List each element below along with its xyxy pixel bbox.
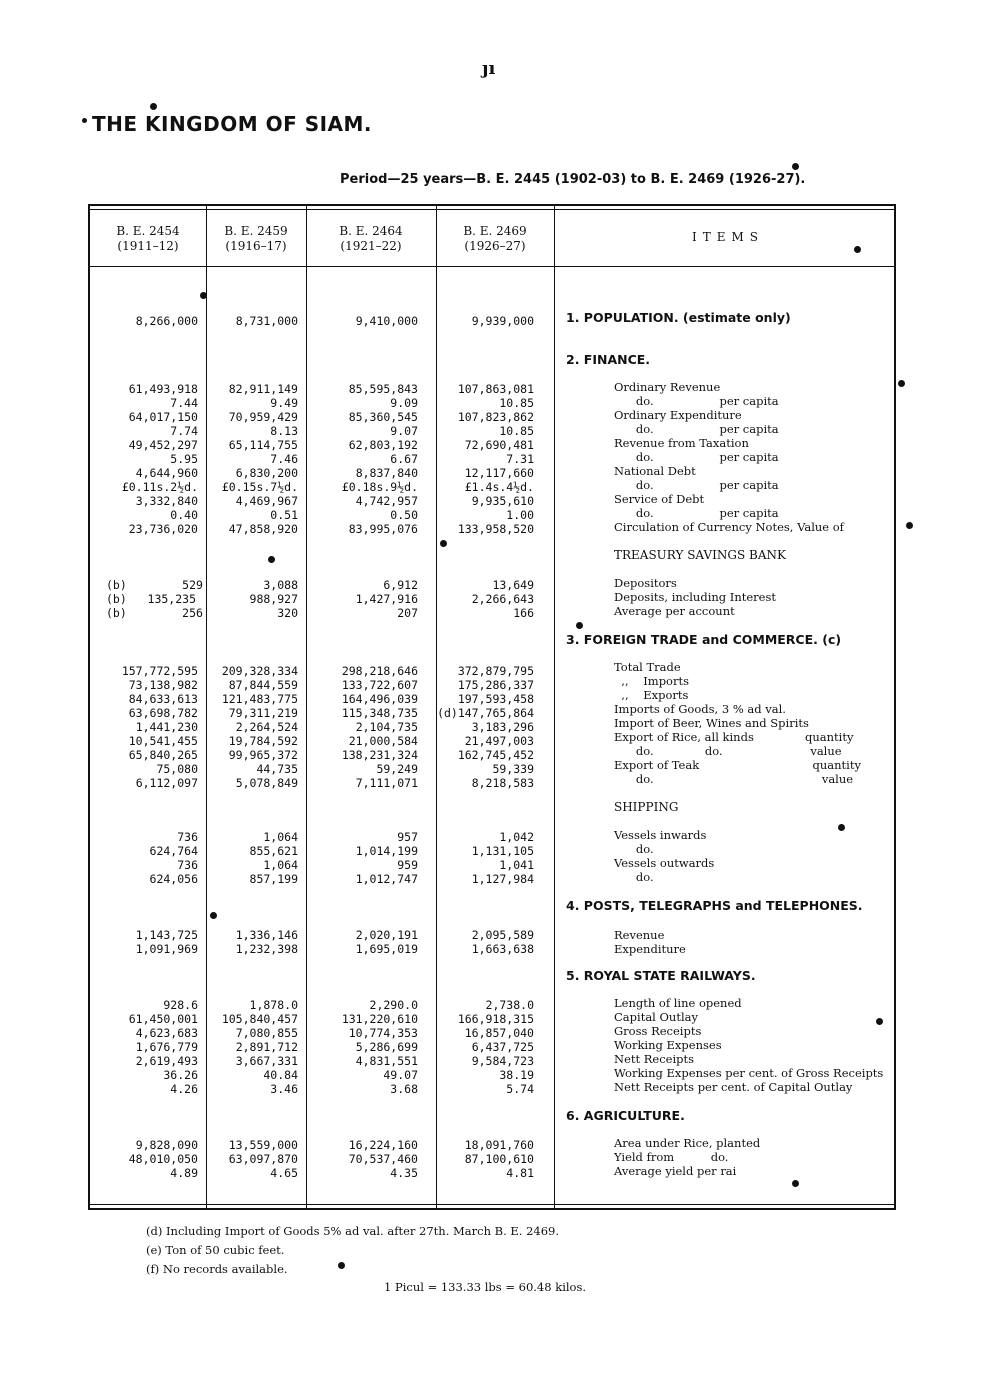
subsection-shipping: SHIPPING xyxy=(614,800,679,814)
header-years: (1911–12) xyxy=(117,239,179,253)
trade-col-1: 157,772,595 73,138,982 84,633,613 63,698,782 1,441,230 10,541,455 65,840,265 75,080 6,112,097 xyxy=(121,664,198,790)
footnote-picul: 1 Picul = 133.33 lbs = 60.48 kilos. xyxy=(384,1280,587,1294)
section-population: 1. POPULATION. (estimate only) xyxy=(566,310,791,325)
header-col-1 xyxy=(90,224,206,254)
section-finance: 2. FINANCE. xyxy=(566,352,651,367)
railways-col-1: 928.6 61,450,001 4,623,683 1,676,779 2,619,493 36.26 4.26 xyxy=(128,998,198,1096)
population-col-4: 9,939,000 xyxy=(471,314,534,328)
header-years: (1926–27) xyxy=(464,239,526,253)
subsection-treasury: TREASURY SAVINGS BANK xyxy=(614,548,786,562)
statistics-table xyxy=(88,204,896,1210)
shipping-col-4: 1,042 1,131,105 1,041 1,127,984 xyxy=(471,830,534,886)
header-be: B. E. 2469 xyxy=(463,224,527,238)
speckle xyxy=(210,912,217,919)
shipping-col-3: 957 1,014,199 959 1,012,747 xyxy=(355,830,418,886)
items-header: ITEMS xyxy=(692,230,765,244)
header-be: B. E. 2464 xyxy=(339,224,403,238)
header-rule xyxy=(90,266,894,267)
speckle xyxy=(576,622,583,629)
speckle xyxy=(200,292,207,299)
speckle xyxy=(838,824,845,831)
table-top-rule xyxy=(90,209,894,210)
population-col-3: 9,410,000 xyxy=(355,314,418,328)
header-years: (1916–17) xyxy=(225,239,287,253)
shipping-labels: Vessels inwards do. Vessels outwards do. xyxy=(614,828,715,884)
finance-col-1: 61,493,918 7.44 64,017,150 7.74 49,452,297 5.95 4,644,960 £0.11s.2½d. 3,332,840 0.40 23,736,020 xyxy=(121,382,198,536)
speckle xyxy=(854,246,861,253)
agriculture-col-3: 16,224,160 70,537,460 4.35 xyxy=(348,1138,418,1180)
agriculture-col-4: 18,091,760 87,100,610 4.81 xyxy=(464,1138,534,1180)
posts-col-2: 1,336,146 1,232,398 xyxy=(235,928,298,956)
speckle xyxy=(440,540,447,547)
speckle xyxy=(898,380,905,387)
agriculture-col-2: 13,559,000 63,097,870 4.65 xyxy=(228,1138,298,1180)
footnote-f: (f) No records available. xyxy=(146,1262,288,1276)
speckle xyxy=(906,522,913,529)
speckle xyxy=(338,1262,345,1269)
header-col-3 xyxy=(306,224,436,254)
header-be: B. E. 2459 xyxy=(224,224,288,238)
agriculture-labels: Area under Rice, planted Yield from do. Average yield per rai xyxy=(614,1136,761,1178)
section-agriculture: 6. AGRICULTURE. xyxy=(566,1108,685,1123)
finance-col-3: 85,595,843 9.09 85,360,545 9.07 62,803,192 6.67 8,837,840 £0.18s.9½d. 4,742,957 0.50 83,995,076 xyxy=(341,382,418,536)
finance-labels: Ordinary Revenue do. per capita Ordinary Expenditure do. per capita Revenue from Taxation do. per capita National Debt do. per capita Service of Debt do. per capita Circulation of Currency Notes, Value of xyxy=(614,380,844,534)
posts-labels: Revenue Expenditure xyxy=(614,928,686,956)
footnote-d: (d) Including Import of Goods 5% ad val. after 27th. March B. E. 2469. xyxy=(146,1224,560,1238)
posts-col-4: 2,095,589 1,663,638 xyxy=(471,928,534,956)
footnote-e: (e) Ton of 50 cubic feet. xyxy=(146,1243,285,1257)
savings-col-4: 13,649 2,266,643 166 xyxy=(471,578,534,620)
finance-col-2: 82,911,149 9.49 70,959,429 8.13 65,114,755 7.46 6,830,200 £0.15s.7½d. 4,469,967 0.51 47,858,920 xyxy=(221,382,298,536)
railways-col-2: 1,878.0 105,840,457 7,080,855 2,891,712 3,667,331 40.84 3.46 xyxy=(221,998,298,1096)
speckle xyxy=(792,1180,799,1187)
posts-col-1: 1,143,725 1,091,969 xyxy=(135,928,198,956)
header-be: B. E. 2454 xyxy=(116,224,180,238)
railways-col-3: 2,290.0 131,220,610 10,774,353 5,286,699 4,831,551 49.07 3.68 xyxy=(341,998,418,1096)
table-bottom-rule xyxy=(90,1204,894,1205)
population-col-1: 8,266,000 xyxy=(135,314,198,328)
header-col-4 xyxy=(436,224,554,254)
column-divider xyxy=(554,206,555,1208)
shipping-col-1: 736 624,764 736 624,056 xyxy=(149,830,198,886)
posts-col-3: 2,020,191 1,695,019 xyxy=(355,928,418,956)
speckle xyxy=(268,556,275,563)
section-railways: 5. ROYAL STATE RAILWAYS. xyxy=(566,968,756,983)
column-divider xyxy=(306,206,307,1208)
population-col-2: 8,731,000 xyxy=(235,314,298,328)
trade-col-3: 298,218,646 133,722,607 164,496,039 115,348,735 2,104,735 21,000,584 138,231,324 59,249 7,111,071 xyxy=(341,664,418,790)
speckle xyxy=(792,163,799,170)
railways-labels: Length of line opened Capital Outlay Gross Receipts Working Expenses Nett Receipts Working Expenses per cent. of Gross Receipts Nett Receipts per cent. of Capital Outlay xyxy=(614,996,884,1094)
savings-col-2: 3,088 988,927 320 xyxy=(249,578,298,620)
speckle xyxy=(150,103,157,110)
trade-col-4: 372,879,795 175,286,337 197,593,458 (d)147,765,864 3,183,296 21,497,003 162,745,452 59,339 8,218,583 xyxy=(437,664,534,790)
savings-labels: Depositors Deposits, including Interest Average per account xyxy=(614,576,776,618)
trade-labels: Total Trade ,, Imports ,, Exports Imports of Goods, 3 % ad val. Import of Beer, Wines and Spirits Export of Rice, all kinds quantity do. do. value Export of Teak quantity do. value xyxy=(614,660,861,786)
header-years: (1921–22) xyxy=(340,239,402,253)
trade-col-2: 209,328,334 87,844,559 121,483,775 79,311,219 2,264,524 19,784,592 99,965,372 44,735 5,078,849 xyxy=(221,664,298,790)
section-posts: 4. POSTS, TELEGRAPHS and TELEPHONES. xyxy=(566,898,863,913)
agriculture-col-1: 9,828,090 48,010,050 4.89 xyxy=(128,1138,198,1180)
speckle xyxy=(82,118,87,123)
railways-col-4: 2,738.0 166,918,315 16,857,040 6,437,725 9,584,723 38.19 5.74 xyxy=(457,998,534,1096)
speckle xyxy=(876,1018,883,1025)
page-title: THE KINGDOM OF SIAM. xyxy=(92,112,373,136)
page-number: ȷı xyxy=(482,58,496,79)
header-col-2 xyxy=(206,224,306,254)
column-divider xyxy=(206,206,207,1208)
period-subtitle: Period—25 years—B. E. 2445 (1902-03) to B. E. 2469 (1926-27). xyxy=(340,172,806,187)
shipping-col-2: 1,064 855,621 1,064 857,199 xyxy=(249,830,298,886)
section-trade: 3. FOREIGN TRADE and COMMERCE. (c) xyxy=(566,632,842,647)
finance-col-4: 107,863,081 10.85 107,823,862 10.85 72,690,481 7.31 12,117,660 £1.4s.4½d. 9,935,610 1.00 133,958,520 xyxy=(457,382,534,536)
savings-col-1: (b) 529 (b) 135,235 (b) 256 xyxy=(106,578,203,620)
savings-col-3: 6,912 1,427,916 207 xyxy=(355,578,418,620)
